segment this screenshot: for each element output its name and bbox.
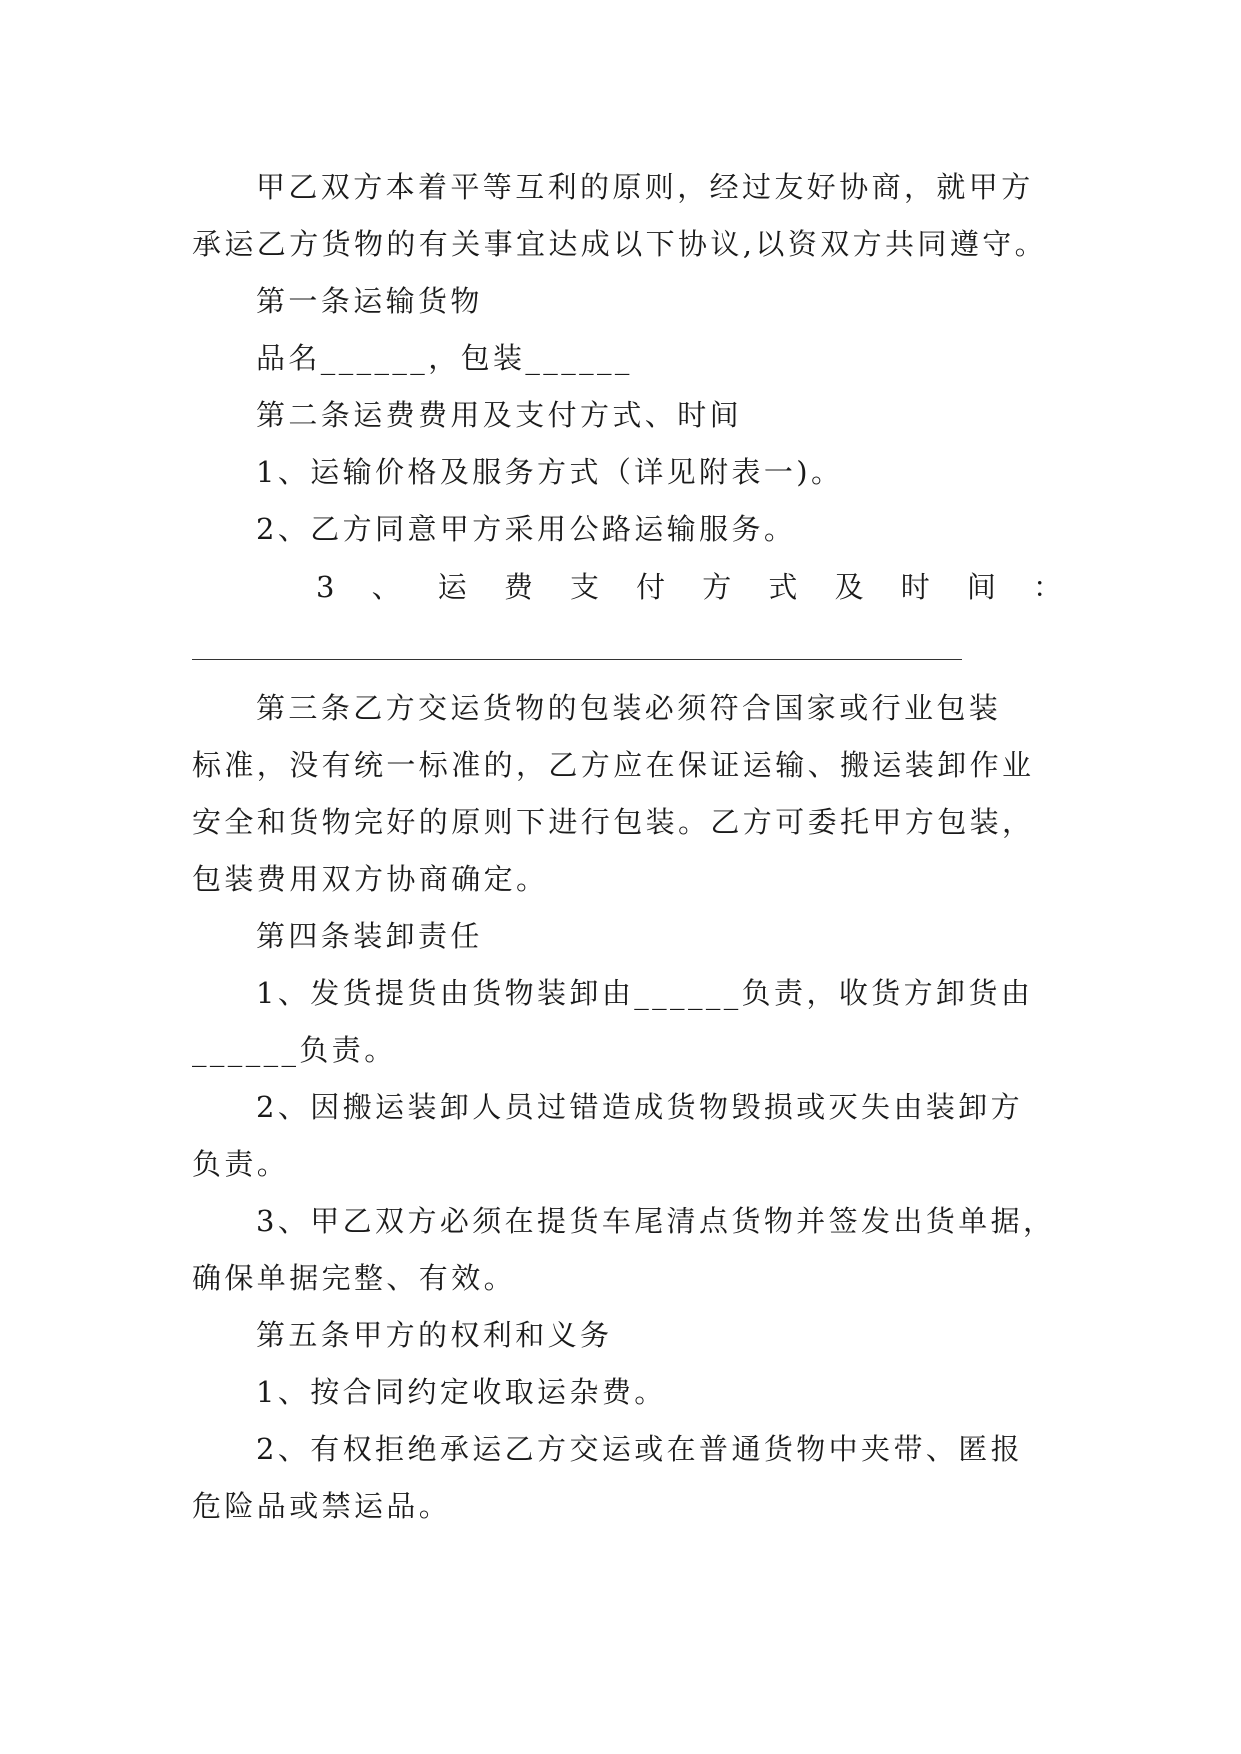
spread-char: 时 — [900, 570, 930, 604]
fill-in-blank-rule — [192, 659, 962, 660]
article-4-item-2-cont: 负责。 — [192, 1147, 290, 1181]
spread-char: 间 — [966, 570, 996, 604]
spread-char: 支 — [570, 570, 600, 604]
article-5-heading: 第五条甲方的权利和义务 — [256, 1318, 613, 1352]
article-2-item-2: 2、乙方同意甲方采用公路运输服务。 — [256, 512, 797, 546]
paragraph-line-1: 甲乙双方本着平等互利的原则，经过友好协商，就甲方 — [256, 170, 1034, 204]
article-4-heading: 第四条装卸责任 — [256, 919, 483, 953]
article-5-item-2-cont: 危险品或禁运品。 — [192, 1489, 452, 1523]
article-4-item-3-cont: 确保单据完整、有效。 — [192, 1261, 517, 1295]
spread-char: 式 — [768, 570, 798, 604]
spread-char: ： — [1032, 570, 1062, 604]
article-2-item-3 — [316, 567, 1062, 607]
article-3-line-2: 标准，没有统一标准的，乙方应在保证运输、搬运装卸作业 — [192, 748, 1035, 782]
product-name-line: 品名______，包装______ — [256, 341, 633, 375]
article-5-item-2: 2、有权拒绝承运乙方交运或在普通货物中夹带、匿报 — [256, 1432, 1024, 1466]
article-4-item-1: 1、发货提货由货物装卸由______负责，收货方卸货由 — [256, 976, 1034, 1010]
article-4-item-2: 2、因搬运装卸人员过错造成货物毁损或灭失由装卸方 — [256, 1090, 1024, 1124]
article-4-item-3: 3、甲乙双方必须在提货车尾清点货物并签发出货单据， — [256, 1204, 1056, 1238]
article-2-item-1: 1、运输价格及服务方式（详见附表一)。 — [256, 455, 844, 489]
spread-char: 方 — [702, 570, 732, 604]
article-3-line-3: 安全和货物完好的原则下进行包装。乙方可委托甲方包装， — [192, 805, 1035, 839]
article-1-heading: 第一条运输货物 — [256, 284, 483, 318]
spread-char: 付 — [636, 570, 666, 604]
spread-char: 运 — [437, 570, 467, 604]
spread-char: 、 — [371, 570, 401, 604]
article-4-item-1-cont: ______负责。 — [192, 1033, 397, 1067]
spread-char: 3 — [316, 570, 335, 604]
article-3-line-1: 第三条乙方交运货物的包装必须符合国家或行业包装 — [256, 691, 1002, 725]
article-5-item-1: 1、按合同约定收取运杂费。 — [256, 1375, 667, 1409]
article-2-heading: 第二条运费费用及支付方式、时间 — [256, 398, 743, 432]
article-3-line-4: 包装费用双方协商确定。 — [192, 862, 549, 896]
paragraph-line-2: 承运乙方货物的有关事宜达成以下协议,以资双方共同遵守。 — [192, 227, 1048, 261]
spread-char: 及 — [834, 570, 864, 604]
spread-char: 费 — [503, 570, 533, 604]
